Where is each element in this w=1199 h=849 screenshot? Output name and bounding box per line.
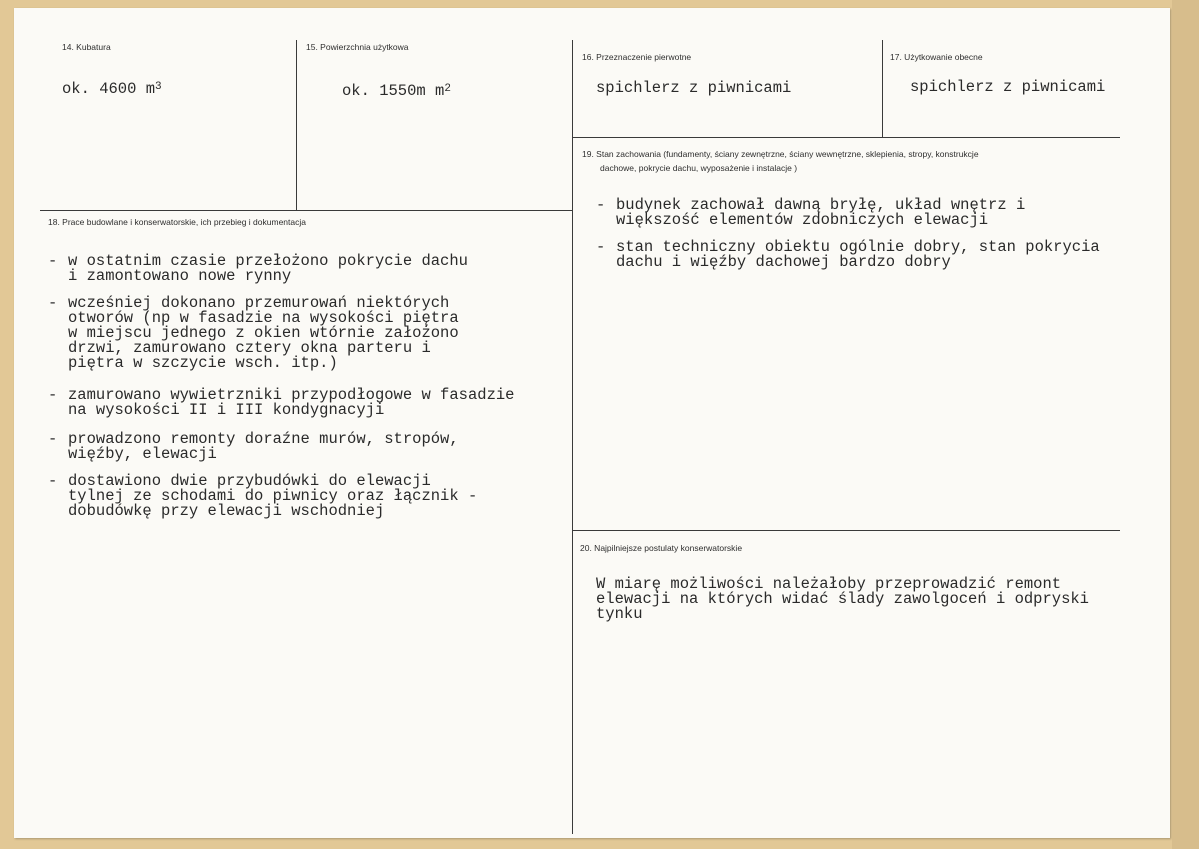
uzytkowanie-value: spichlerz z piwnicami [910,78,1106,96]
divider-h-left [40,210,573,211]
powierzchnia-value: ok. 1550m $m^2$ [342,82,451,100]
kubatura-label: 14. Kubatura [62,42,111,52]
bullet-dash: - [596,238,606,256]
postulaty-text: W miarę możliwości należałoby przeprowadzić remont elewacji na których widać ślady zawolgoceń i odpryski tynku [596,575,1089,623]
bullet-dash: - [48,294,58,312]
kubatura-unit-exponent: 3 [155,81,162,93]
stan-item-text: budynek zachował dawną bryłę, układ wnętrz i większość elementów zdobniczych elewacji [616,196,1026,229]
bullet-dash: - [48,430,58,448]
uzytkowanie-label: 17. Użytkowanie obecne [890,52,983,62]
form-sheet [14,8,1170,838]
przeznaczenie-value: spichlerz z piwnicami [596,79,792,97]
prace-label: 18. Prace budowlane i konserwatorskie, ich przebieg i dokumentacja [48,217,306,227]
bullet-dash: - [596,196,606,214]
kubatura-value: ok. 4600 $m^3$ [62,80,162,98]
powierzchnia-unit-exponent: 2 [444,83,451,95]
powierzchnia-label: 15. Powierzchnia użytkowa [306,42,409,52]
stan-label-line1: 19. Stan zachowania (fundamenty, ściany zewnętrzne, ściany wewnętrzne, sklepienia, stropy, konstrukcje [582,149,979,159]
prace-item-text: wcześniej dokonano przemurowań niektórych otworów (np w fasadzie na wysokości piętra w miejscu jednego z okien wtórnie założono drzwi, zamurowano cztery okna parteru i piętra w szczycie wsch. itp.) [68,294,459,372]
divider-v-main [572,40,573,834]
prace-item-text: w ostatnim czasie przełożono pokrycie dachu i zamontowano nowe rynny [68,252,468,285]
przeznaczenie-label: 16. Przeznaczenie pierwotne [582,52,692,62]
postulaty-label: 20. Najpilniejsze postulaty konserwatorskie [580,543,743,553]
bullet-dash: - [48,472,58,490]
stan-label-line2: dachowe, pokrycie dachu, wyposażenie i instalacje ) [600,163,798,173]
divider-v-14-15 [296,40,297,210]
divider-h-lower-right [572,530,1120,531]
prace-item-text: zamurowano wywietrzniki przypodłogowe w fasadzie na wysokości II i III kondygnacyji [68,386,515,419]
prace-item-text: dostawiono dwie przybudówki do elewacji tylnej ze schodami do piwnicy oraz łącznik - dobudówkę przy elewacji wschodniej [68,472,478,520]
divider-v-16-17 [882,40,883,137]
paper-edge [1172,0,1199,849]
prace-item-text: prowadzono remonty doraźne murów, stropów, więźby, elewacji [68,430,459,463]
divider-h-upper-right [572,137,1120,138]
bullet-dash: - [48,386,58,404]
stan-item-text: stan techniczny obiektu ogólnie dobry, stan pokrycia dachu i więźby dachowej bardzo dobry [616,238,1100,271]
bullet-dash: - [48,252,58,270]
